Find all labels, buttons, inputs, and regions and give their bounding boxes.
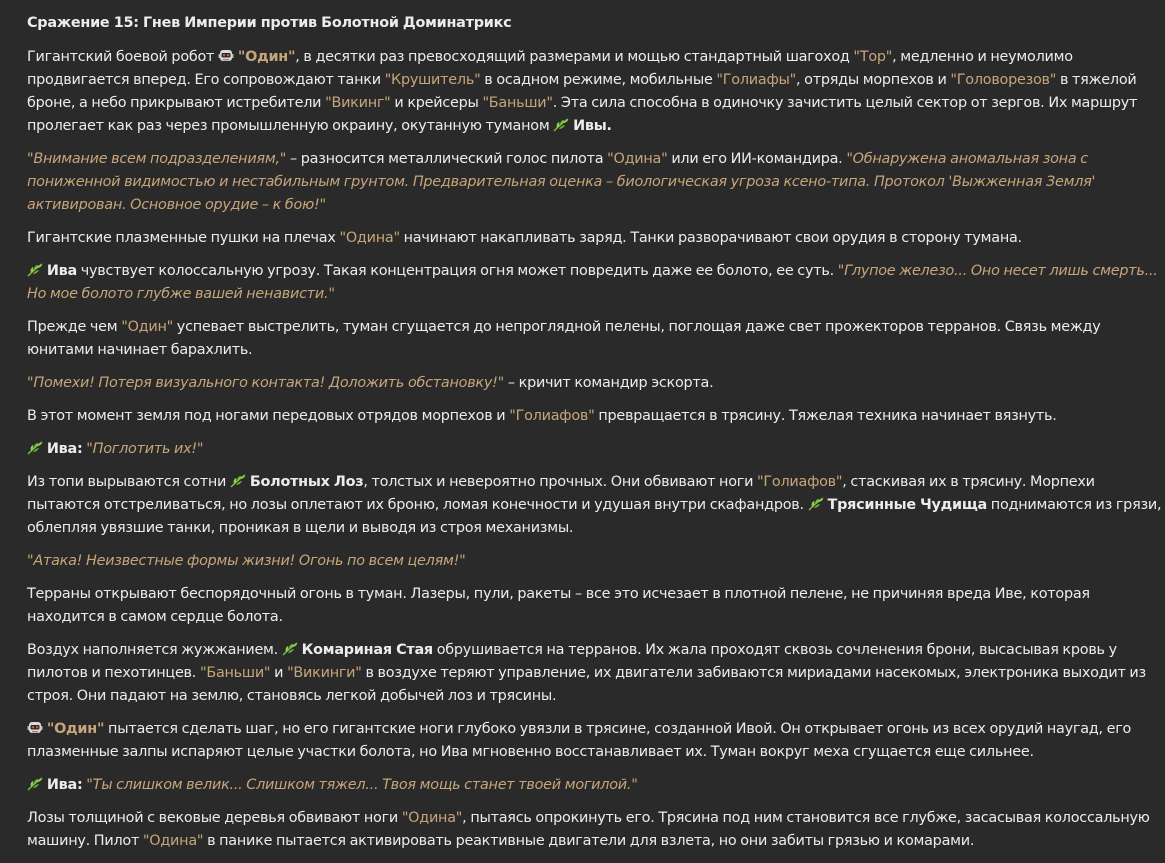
narration-text: – разносится металлический голос пилота (286, 151, 608, 167)
story-paragraph-9 (27, 471, 1165, 540)
story-paragraph-4 (27, 260, 1165, 306)
quoted-name: "Голиафов" (757, 474, 843, 490)
narration-text: , медленно и неумолимо продвигается вперед. Его сопровождают танки (27, 49, 1073, 88)
highlighted-term: Ива (46, 263, 77, 279)
story-paragraph-8 (27, 438, 1165, 461)
quoted-name: "Тор" (853, 49, 893, 65)
leaf-icon (282, 642, 298, 656)
leaf-icon (27, 263, 43, 277)
dialogue-quote: "Внимание всем подразделениям," (27, 151, 287, 167)
robot-icon (27, 721, 43, 735)
highlighted-term: Трясинные Чудища (827, 497, 987, 513)
quoted-name: "Голиафы" (716, 72, 796, 88)
narration-text: успевает выстрелить, туман сгущается до непроглядной пелены, поглощая даже свет прожекторов терранов. Связь между юнитами начинает барахлить. (27, 319, 1101, 358)
story-paragraph-13 (27, 718, 1165, 764)
narration-text: В этот момент земля под ногами передовых отрядов морпехов и (27, 408, 510, 424)
highlighted-term: Комариная Стая (301, 642, 433, 658)
dialogue-quote: "Обнаружена аномальная зона с пониженной видимостью и нестабильным грунтом. Предварительная оценка – биологическая угроза ксено-типа. Протокол 'Выжженная Земля' активирован. Основное орудие – к бою!" (27, 151, 1096, 213)
quoted-name: "Баньши" (199, 665, 271, 681)
narration-text: Из топи вырываются сотни (27, 474, 230, 490)
highlighted-term: Ива: (46, 777, 83, 793)
story-paragraph-2 (27, 148, 1165, 217)
narration-text: Терраны открывают беспорядочный огонь в туман. Лазеры, пули, ракеты – все это исчезает в плотной пелене, не причиняя вреда Иве, которая находится в самом сердце болота. (27, 586, 1090, 625)
quoted-name: "Голиафов" (509, 408, 595, 424)
story-paragraph-12 (27, 639, 1165, 708)
quoted-name: "Одина" (142, 833, 204, 849)
story-paragraph-1 (27, 46, 1165, 138)
leaf-icon (808, 497, 824, 511)
story-paragraph-5 (27, 316, 1165, 362)
dialogue-quote: "Помехи! Потеря визуального контакта! Доложить обстановку!" (27, 375, 505, 391)
quoted-name: "Один" (121, 319, 173, 335)
leaf-icon (553, 118, 569, 132)
leaf-icon (230, 474, 246, 488)
quoted-name: "Крушитель" (384, 72, 481, 88)
battle-title: Сражение 15: Гнев Империи против Болотной Доминатрикс (27, 15, 512, 31)
narration-text: – кричит командир эскорта. (504, 375, 714, 391)
narration-text: в воздухе теряют управление, их двигатели забиваются мириадами насекомых, электроника выходит из строя. Они падают на землю, становясь легкой добычей лоз и трясины. (27, 665, 1146, 704)
narration-text: , толстых и невероятно прочных. Они обвивают ноги (363, 474, 757, 490)
leaf-icon (27, 441, 43, 455)
story-paragraphs (27, 46, 1165, 853)
quoted-name: "Викинг" (325, 95, 391, 111)
narration-text: Гигантские плазменные пушки на плечах (27, 230, 340, 246)
dialogue-quote: "Поглотить их!" (86, 441, 204, 457)
narration-text: . Эта сила способна в одиночку зачистить целый сектор от зергов. Их маршрут пролегает как раз через промышленную окраину, окутанную туманом (27, 95, 1138, 134)
narration-text: пытается сделать шаг, но его гигантские ноги глубоко увязли в трясине, созданной Ивой. Он открывает огонь из всех орудий наугад, его плазменные залпы испаряют целые участки болота, но Ива мгновенно восстанавливает их. Туман вокруг меха сгущается еще сильнее. (27, 721, 1132, 760)
narration-text: чувствует колоссальную угрозу. Такая концентрация огня может повредить даже ее болото, ее суть. (76, 263, 838, 279)
document (27, 10, 1165, 863)
quoted-name: "Викинги" (287, 665, 362, 681)
quoted-name-bold: "Один" (46, 721, 105, 737)
dialogue-quote: "Атака! Неизвестные формы жизни! Огонь по всем целям!" (27, 553, 466, 569)
quoted-name: "Головорезов" (950, 72, 1057, 88)
narration-text: Лозы толщиной с вековые деревья обвивают ноги (27, 810, 402, 826)
narration-text: или его ИИ-командира. (667, 151, 847, 167)
narration-text: обрушивается на терранов. Их жала проходят сквозь сочленения брони, высасывая кровь у пилотов и пехотинцев. (27, 642, 1117, 681)
narration-text: и крейсеры (390, 95, 483, 111)
narration-text: , в десятки раз превосходящий размерами и мощью стандартный шагоход (295, 49, 854, 65)
narration-text: в осадном режиме, мобильные (480, 72, 717, 88)
narration-text: и (270, 665, 288, 681)
quoted-name: "Одина" (607, 151, 668, 167)
quoted-name-bold: "Один" (237, 49, 296, 65)
story-paragraph-10 (27, 550, 1165, 573)
narration-text: в тяжелой броне, а небо прикрывают истребители (27, 72, 1137, 111)
narration-text: Воздух наполняется жужжанием. (27, 642, 282, 658)
robot-icon (218, 49, 234, 63)
quoted-name: "Одина" (339, 230, 400, 246)
narration-text: , отряды морпехов и (796, 72, 951, 88)
narration-text: Прежде чем (27, 319, 122, 335)
dialogue-quote: "Глупое железо... Оно несет лишь смерть... Но мое болото глубже вашей ненависти." (27, 263, 1158, 302)
narration-text: превращается в трясину. Тяжелая техника начинает вязнуть. (594, 408, 1057, 424)
story-paragraph-15 (27, 807, 1165, 853)
highlighted-term: Ива: (46, 441, 83, 457)
narration-text: поднимаются из грязи, облепляя увязшие танки, проникая в щели и выводя из строя механизмы. (27, 497, 1162, 536)
narration-text: Гигантский боевой робот (27, 49, 219, 65)
story-paragraph-7 (27, 405, 1165, 428)
story-paragraph-3 (27, 227, 1165, 250)
story-paragraph-14 (27, 774, 1165, 797)
narration-text: в панике пытается активировать реактивные двигатели для взлета, но они забиты грязью и комарами. (203, 833, 975, 849)
dialogue-quote: "Ты слишком велик... Слишком тяжел... Твоя мощь станет твоей могилой." (86, 777, 638, 793)
quoted-name: "Баньши" (482, 95, 553, 111)
leaf-icon (27, 777, 43, 791)
quoted-name: "Одина" (401, 810, 463, 826)
story-paragraph-11 (27, 583, 1165, 629)
highlighted-term: Болотных Лоз (249, 474, 364, 490)
narration-text: начинают накапливать заряд. Танки разворачивают свои орудия в сторону тумана. (399, 230, 1022, 246)
story-paragraph-6 (27, 372, 1165, 395)
narration-text: , пытаясь опрокинуть его. Трясина под ним становится все глубже, засасывая колоссальную машину. Пилот (27, 810, 1150, 849)
narration-text: , стаскивая их в трясину. Морпехи пытаются отстреливаться, но лозы оплетают их броню, ломая конечности и удушая внутри скафандров. (27, 474, 1095, 513)
highlighted-term: Ивы. (573, 118, 612, 134)
